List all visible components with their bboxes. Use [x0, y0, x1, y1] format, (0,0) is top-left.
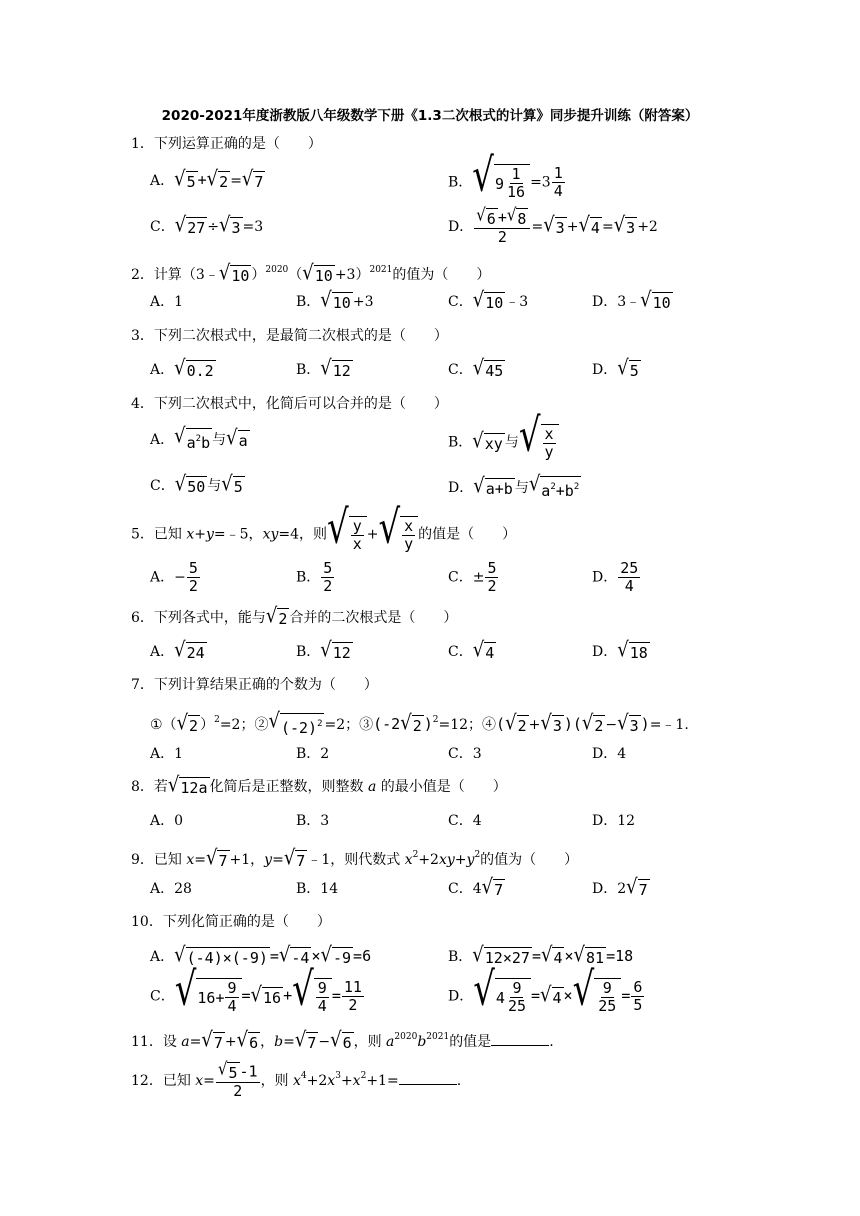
- q3-option-b: B． √ 12: [296, 356, 351, 381]
- q5-option-b: B． $\frac{5}{2}$: [296, 559, 333, 595]
- q2-option-c: C． √ 10 ﹣3: [448, 288, 529, 313]
- q8-option-a: A．0: [150, 813, 184, 829]
- q9-option-b: B．14: [296, 881, 339, 897]
- q4-option-d: D． √ a+b 与 √ $a^2+b^2$: [448, 471, 580, 500]
- q1-option-c: C． √ 27 ÷ √ 3 =3: [150, 213, 264, 238]
- q2-option-d: D．3﹣ √ 10: [592, 288, 671, 313]
- question-3: 3．下列二次根式中，是最简二次根式的是（ ）: [131, 328, 448, 344]
- document-title: 2020-2021年度浙教版八年级数学下册《1.3二次根式的计算》同步提升训练（附答案）: [161, 108, 699, 124]
- q10-option-d: D． √ 4 $\frac{9}{25}$ = √ 4 × √ $\frac{9}{25}$ = $\frac{6}{5}$: [448, 962, 643, 1017]
- q1-option-d: D． √ 6 + √ 8 2 = √ 3 + √ 4 = √ 3 +2: [448, 204, 658, 246]
- q5-option-a: A．− $\frac{5}{2}$: [150, 559, 198, 595]
- q6-option-c: C． √ 4: [448, 638, 495, 663]
- q3-option-d: D． √ 5: [592, 356, 639, 381]
- question-6: 6．下列各式中，能与 √ 2 合并的二次根式是（ ）: [131, 604, 458, 629]
- q7-option-b: B．2: [296, 746, 330, 762]
- q3-option-a: A． √ 0.2: [150, 356, 214, 381]
- q2-option-a: A．1: [150, 294, 184, 310]
- q5-option-c: C．± $\frac{5}{2}$: [448, 559, 497, 595]
- q8-option-d: D．12: [592, 813, 636, 829]
- q10-option-b: B． √ 12×27 = √ 4 × √ 81 =18: [448, 943, 634, 968]
- q7-option-a: A．1: [150, 746, 184, 762]
- q8-option-b: B．3: [296, 813, 330, 829]
- q7-option-d: D．4: [592, 746, 627, 762]
- q4-option-b: B． √ xy 与 √ $\frac{x}{y}$: [448, 424, 559, 461]
- question-7: 7．下列计算结果正确的个数为（ ）: [131, 677, 378, 693]
- q6-option-b: B． √ 12: [296, 638, 351, 663]
- q1-option-b: B． √ 9 $\frac{1}{16}$ =3 $\frac{1}{4}$: [448, 148, 563, 203]
- question-10: 10．下列化简正确的是（ ）: [131, 914, 331, 930]
- q6-option-d: D． √ 18: [592, 638, 648, 663]
- question-4: 4．下列二次根式中，化简后可以合并的是（ ）: [131, 396, 448, 412]
- question-12: 12．已知 x= √ 5 -1 2 ，则 $x^4+2x^3+x^2+1=$ .: [131, 1058, 462, 1100]
- question-5: 5．已知 x+y=﹣5，xy=4，则 √ $\frac{y}{x}$ + √ $\frac{x}{y}$ 的值是（ ）: [131, 500, 517, 555]
- question-2: 2．计算（3﹣ √ 10 ）$^{2020}$（ √ 10 +3）$^{2021}$的值为（ ）: [131, 261, 491, 286]
- q8-option-c: C．4: [448, 813, 482, 829]
- answer-blank: [399, 1072, 457, 1085]
- answer-blank: [491, 1033, 549, 1046]
- question-8: 8．若 √ 12a 化简后是正整数，则整数 a 的最小值是（ ）: [131, 773, 507, 798]
- q6-option-a: A． √ 24: [150, 638, 205, 663]
- question-1: 1．下列运算正确的是（ ）: [131, 136, 322, 152]
- q10-option-c: C． √ 16+ $\frac{9}{4}$ = √ 16 + √ $\frac{9}{4}$ = $\frac{11}{2}$: [150, 962, 362, 1017]
- q2-option-b: B． √ 10 +3: [296, 288, 374, 313]
- q10-option-a: A． √ (-4)×(-9) = √ -4 × √ -9 =6: [150, 943, 372, 968]
- q7-statements: ①（ √ 2 ）$^2$=2；② √ $(-2)^2$ =2；③(-2 √ 2 )$^2$=12；④( √ 2 + √ 3 )( √ 2 − √ 3 )=﹣1.: [150, 708, 689, 737]
- question-11: 11．设 a= √ 7 + √ 6 ，b= √ 7 − √ 6 ，则 $a^{2020}b^{2021}$的值是 .: [131, 1028, 554, 1053]
- q5-option-d: D． $\frac{25}{4}$: [592, 559, 639, 595]
- q9-option-a: A．28: [150, 881, 192, 897]
- q9-option-c: C．4 √ 7: [448, 875, 504, 900]
- q1-option-a: A． √ 5 + √ 2 = √ 7: [150, 167, 264, 192]
- q9-option-d: D．2 √ 7: [592, 875, 648, 900]
- q7-option-c: C．3: [448, 746, 482, 762]
- q4-option-c: C． √ 50 与 √ 5: [150, 472, 243, 497]
- q3-option-c: C． √ 45: [448, 356, 504, 381]
- question-9: 9．已知 x= √ 7 +1，y= √ 7 ﹣1，则代数式 $x^2+2xy+y^2$的值为（ ）: [131, 846, 579, 871]
- q4-option-a: A． √ $a^2b$ 与 √ a: [150, 423, 248, 452]
